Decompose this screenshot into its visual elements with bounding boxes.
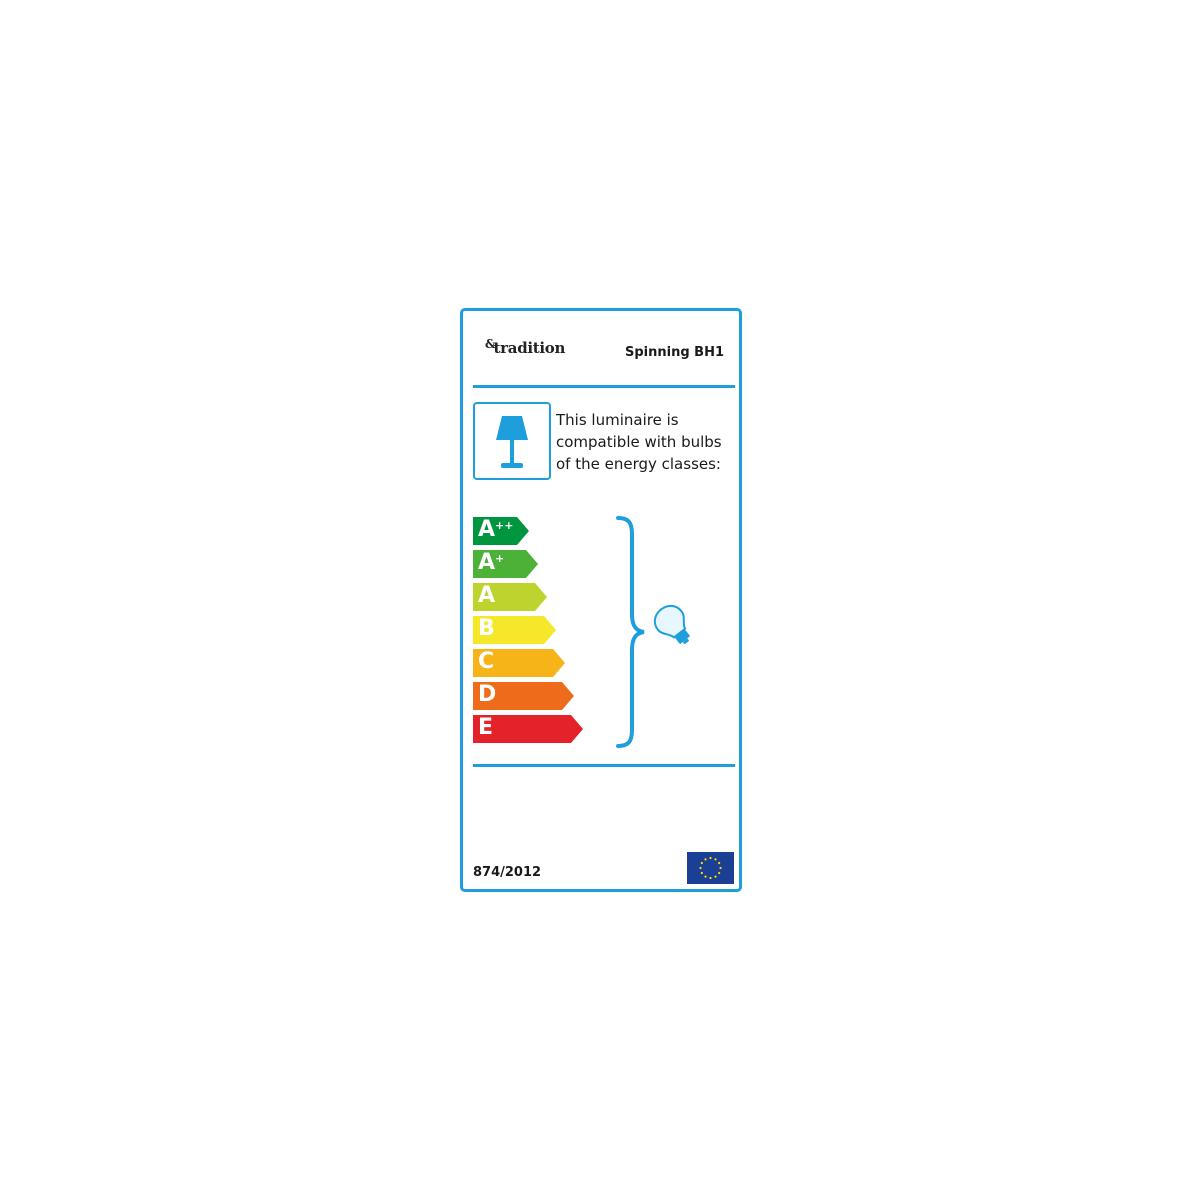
eu-star xyxy=(704,876,706,878)
energy-class-arrow xyxy=(473,517,529,545)
energy-class-superscript: ++ xyxy=(495,519,514,532)
compatibility-text xyxy=(556,409,736,475)
eu-star xyxy=(714,858,716,860)
compatibility-line-2: compatible with bulbs xyxy=(556,433,722,451)
compatibility-line-3: of the energy classes: xyxy=(556,455,721,473)
energy-class-superscript: + xyxy=(495,552,505,565)
eu-star xyxy=(704,858,706,860)
brand-logo-amp: & xyxy=(485,337,496,351)
header-divider xyxy=(473,385,735,388)
energy-class-letter: C xyxy=(478,649,495,674)
energy-class-letter: E xyxy=(478,715,494,740)
energy-class-letter: A xyxy=(478,550,496,575)
energy-class-label xyxy=(478,681,496,709)
model-name: Spinning BH1 xyxy=(625,345,725,360)
footer-divider xyxy=(473,764,735,767)
eu-star xyxy=(709,877,711,879)
energy-class-letter: A xyxy=(478,583,496,608)
eu-star xyxy=(718,862,720,864)
energy-class-arrow xyxy=(473,682,574,710)
eu-star xyxy=(718,872,720,874)
energy-class-label xyxy=(478,615,495,643)
brand-logo xyxy=(485,339,565,357)
eu-flag-icon xyxy=(687,852,734,884)
energy-class-arrow xyxy=(473,616,556,644)
table-lamp-icon xyxy=(475,404,549,478)
energy-class-label xyxy=(478,516,513,544)
light-bulb-icon xyxy=(649,601,699,651)
curly-brace xyxy=(614,514,646,750)
energy-class-letter: D xyxy=(478,682,497,707)
energy-class-label xyxy=(478,714,493,742)
energy-class-label xyxy=(478,582,495,610)
energy-class-label xyxy=(478,549,504,577)
eu-star xyxy=(699,867,701,869)
energy-class-scale xyxy=(473,517,583,748)
lamp-icon-frame xyxy=(473,402,551,480)
compatibility-line-1: This luminaire is xyxy=(556,411,679,429)
energy-class-arrow xyxy=(473,715,583,743)
eu-star xyxy=(709,857,711,859)
eu-star xyxy=(701,862,703,864)
energy-label xyxy=(460,308,742,892)
energy-class-label xyxy=(478,648,494,676)
eu-star xyxy=(701,872,703,874)
eu-star xyxy=(719,867,721,869)
energy-class-letter: A xyxy=(478,517,496,542)
eu-star xyxy=(714,876,716,878)
brand-logo-name: tradition xyxy=(493,339,566,357)
energy-class-letter: B xyxy=(478,616,495,641)
energy-class-arrow xyxy=(473,583,547,611)
regulation-number: 874/2012 xyxy=(473,865,542,880)
energy-class-arrow xyxy=(473,550,538,578)
energy-class-arrow xyxy=(473,649,565,677)
